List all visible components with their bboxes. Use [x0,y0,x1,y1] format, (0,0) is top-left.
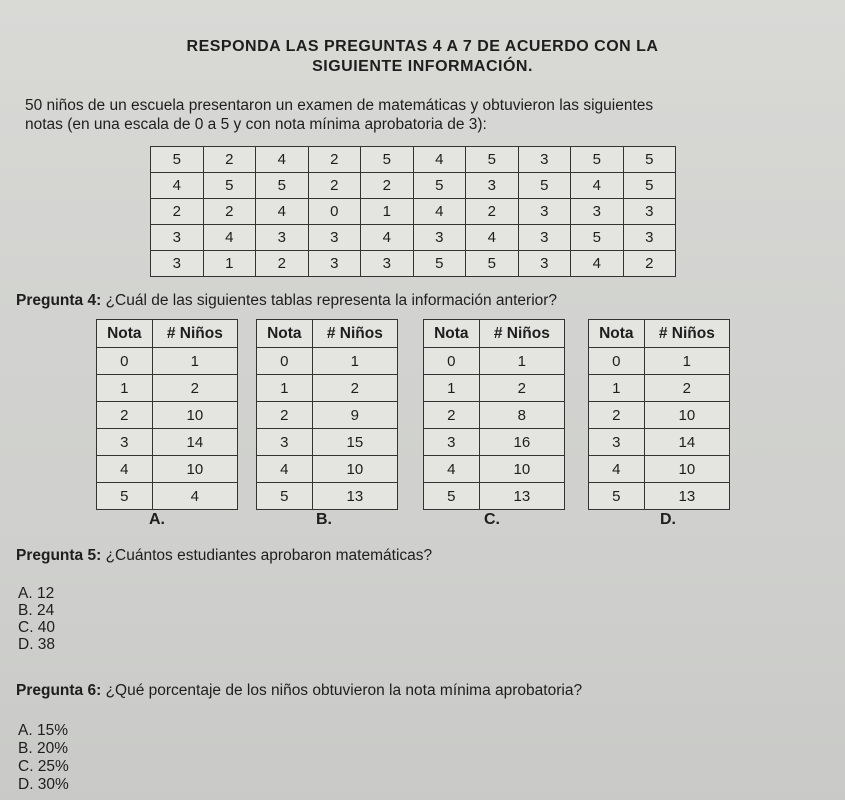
grade-cell: 1 [361,199,414,225]
grade-cell: 2 [256,251,309,277]
nota-cell: 0 [257,348,313,375]
section-title: RESPONDA LAS PREGUNTAS 4 A 7 DE ACUERDO CON LA [186,38,659,55]
option-table-header [589,320,730,348]
grade-cell: 5 [571,147,624,173]
option-table-header [97,320,238,348]
grades-row [151,199,676,225]
ninos-cell: 14 [152,429,237,456]
ninos-cell: 10 [152,402,237,429]
answer-option[interactable]: C. 25% [18,758,69,775]
nota-cell: 5 [257,483,313,510]
grade-cell: 4 [361,225,414,251]
grade-cell: 5 [518,173,571,199]
grade-cell: 2 [361,173,414,199]
option-table-header [257,320,398,348]
question-6-label: Pregunta 6: [16,682,102,699]
grade-cell: 4 [413,147,466,173]
grade-cell: 3 [466,173,519,199]
option-table-row [424,429,565,456]
nota-header: Nota [424,320,480,348]
grade-cell: 5 [203,173,256,199]
option-table-b [256,319,398,510]
grade-cell: 4 [256,199,309,225]
question-4-text: ¿Cuál de las siguientes tablas representa la información anterior? [105,292,558,309]
grade-cell: 3 [413,225,466,251]
ninos-cell: 13 [312,483,397,510]
nota-header: Nota [589,320,645,348]
grades-row [151,147,676,173]
ninos-header: # Niños [644,320,729,348]
grades-table [150,146,676,277]
grade-cell: 2 [203,147,256,173]
nota-cell: 3 [589,429,645,456]
option-table-row [424,483,565,510]
option-table-row [589,456,730,483]
ninos-cell: 10 [644,456,729,483]
option-table-row [257,456,398,483]
ninos-cell: 10 [312,456,397,483]
ninos-cell: 10 [152,456,237,483]
grade-cell: 3 [151,251,204,277]
option-table-row [97,483,238,510]
nota-cell: 4 [97,456,153,483]
option-table-row [589,402,730,429]
grades-row [151,225,676,251]
option-table-row [257,375,398,402]
grade-cell: 3 [308,225,361,251]
nota-cell: 2 [424,402,480,429]
question-6-text: ¿Qué porcentaje de los niños obtuvieron la nota mínima aprobatoria? [105,682,583,699]
option-table-row [589,375,730,402]
ninos-cell: 8 [479,402,564,429]
option-table-a [96,319,238,510]
grade-cell: 5 [466,147,519,173]
grade-cell: 5 [571,225,624,251]
nota-cell: 2 [589,402,645,429]
intro-line-2: notas (en una escala de 0 a 5 y con nota mínima aprobatoria de 3): [25,116,487,133]
ninos-cell: 1 [644,348,729,375]
grade-cell: 2 [466,199,519,225]
ninos-cell: 10 [644,402,729,429]
nota-cell: 3 [97,429,153,456]
ninos-header: # Niños [312,320,397,348]
option-table-header [424,320,565,348]
option-table-row [257,402,398,429]
question-5-answers [18,585,55,653]
option-table-row [97,402,238,429]
question-4 [16,292,557,310]
answer-option[interactable]: D. 30% [18,776,69,793]
grade-cell: 3 [518,147,571,173]
grade-cell: 5 [151,147,204,173]
question-5-text: ¿Cuántos estudiantes aprobaron matemáticas? [105,547,433,564]
grade-cell: 3 [518,199,571,225]
option-table-row [589,348,730,375]
nota-cell: 1 [97,375,153,402]
option-table-row [257,348,398,375]
section-subtitle: SIGUIENTE INFORMACIÓN. [312,58,533,75]
question-6 [16,682,582,700]
nota-cell: 0 [97,348,153,375]
option-table-row [97,375,238,402]
grade-cell: 4 [203,225,256,251]
nota-cell: 4 [424,456,480,483]
answer-option[interactable]: B. 20% [18,740,68,757]
grade-cell: 3 [151,225,204,251]
option-table-row [257,483,398,510]
option-table-row [424,375,565,402]
grade-cell: 3 [518,225,571,251]
grade-cell: 5 [466,251,519,277]
option-letter[interactable]: B. [316,511,332,528]
nota-cell: 2 [257,402,313,429]
grade-cell: 5 [623,173,676,199]
grade-cell: 5 [256,173,309,199]
option-table-row [97,429,238,456]
nota-cell: 5 [97,483,153,510]
nota-cell: 4 [257,456,313,483]
nota-cell: 2 [97,402,153,429]
answer-option[interactable]: A. 12 [18,585,55,602]
question-4-label: Pregunta 4: [16,292,102,309]
nota-cell: 3 [424,429,480,456]
answer-option[interactable]: D. 38 [18,636,56,653]
ninos-cell: 13 [644,483,729,510]
option-letter[interactable]: D. [660,511,676,528]
option-table-row [257,429,398,456]
grade-cell: 5 [361,147,414,173]
option-table-row [97,456,238,483]
grade-cell: 0 [308,199,361,225]
intro-line-1: 50 niños de un escuela presentaron un examen de matemáticas y obtuvieron las siguientes [25,97,654,114]
grade-cell: 5 [413,251,466,277]
ninos-cell: 13 [479,483,564,510]
ninos-cell: 4 [152,483,237,510]
ninos-cell: 9 [312,402,397,429]
nota-cell: 1 [257,375,313,402]
option-table-row [97,348,238,375]
nota-cell: 1 [424,375,480,402]
grade-cell: 3 [623,225,676,251]
ninos-cell: 10 [479,456,564,483]
ninos-cell: 2 [644,375,729,402]
nota-cell: 4 [589,456,645,483]
ninos-cell: 14 [644,429,729,456]
option-table-c [423,319,565,510]
grades-row [151,251,676,277]
ninos-cell: 2 [312,375,397,402]
nota-cell: 1 [589,375,645,402]
grade-cell: 2 [203,199,256,225]
ninos-header: # Niños [152,320,237,348]
option-table-d [588,319,730,510]
grade-cell: 2 [623,251,676,277]
grade-cell: 4 [466,225,519,251]
grade-cell: 3 [571,199,624,225]
nota-cell: 3 [257,429,313,456]
grade-cell: 3 [361,251,414,277]
grade-cell: 5 [623,147,676,173]
option-letter[interactable]: A. [149,511,165,528]
ninos-cell: 2 [152,375,237,402]
option-table-row [424,456,565,483]
nota-header: Nota [257,320,313,348]
ninos-cell: 2 [479,375,564,402]
grade-cell: 4 [571,251,624,277]
grade-cell: 1 [203,251,256,277]
grade-cell: 4 [256,147,309,173]
ninos-cell: 1 [152,348,237,375]
question-6-answers [18,722,69,794]
grade-cell: 3 [256,225,309,251]
option-letter[interactable]: C. [484,511,500,528]
ninos-cell: 15 [312,429,397,456]
grade-cell: 3 [623,199,676,225]
grade-cell: 4 [571,173,624,199]
grade-cell: 3 [308,251,361,277]
ninos-header: # Niños [479,320,564,348]
ninos-cell: 16 [479,429,564,456]
answer-option[interactable]: A. 15% [18,722,68,739]
nota-cell: 0 [424,348,480,375]
grades-row [151,173,676,199]
question-5 [16,547,432,565]
option-table-row [424,348,565,375]
nota-header: Nota [97,320,153,348]
option-table-row [589,483,730,510]
grade-cell: 4 [151,173,204,199]
answer-option[interactable]: C. 40 [18,619,56,636]
nota-cell: 5 [589,483,645,510]
option-table-row [424,402,565,429]
ninos-cell: 1 [312,348,397,375]
option-table-row [589,429,730,456]
grade-cell: 2 [308,173,361,199]
grade-cell: 3 [518,251,571,277]
intro-paragraph [25,96,825,134]
grade-cell: 5 [413,173,466,199]
nota-cell: 5 [424,483,480,510]
nota-cell: 0 [589,348,645,375]
grade-cell: 4 [413,199,466,225]
answer-option[interactable]: B. 24 [18,602,55,619]
ninos-cell: 1 [479,348,564,375]
grade-cell: 2 [308,147,361,173]
question-5-label: Pregunta 5: [16,547,102,564]
grade-cell: 2 [151,199,204,225]
